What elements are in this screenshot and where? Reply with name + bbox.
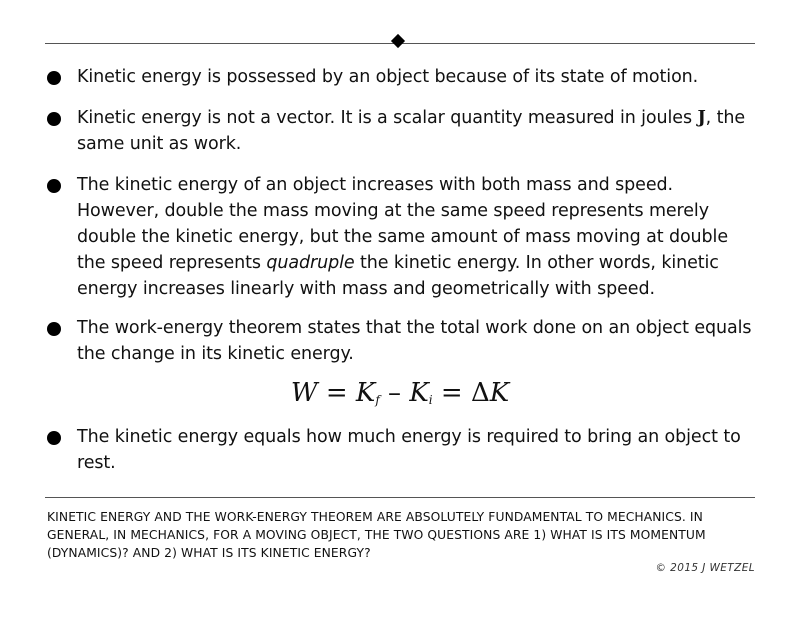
equation-k-final: K bbox=[355, 378, 376, 408]
diamond-ornament-icon bbox=[391, 34, 405, 48]
bullet-item-2 bbox=[47, 105, 759, 157]
equation-k-initial: K bbox=[409, 378, 429, 408]
bullet-text-1: Kinetic energy is possessed by an object because of its state of motion. bbox=[77, 67, 699, 87]
bullet-dot-icon bbox=[47, 71, 61, 85]
equation-k-change: K bbox=[489, 378, 510, 408]
copyright-notice: © 2015 J WETZEL bbox=[655, 562, 755, 574]
bullet-2-text-after-unit: , the same unit as work. bbox=[77, 108, 745, 154]
equation-work-symbol: W bbox=[290, 378, 318, 408]
equation-equals-2: = bbox=[432, 378, 471, 408]
bottom-divider bbox=[45, 497, 755, 498]
bullet-dot-icon bbox=[47, 179, 61, 193]
equation-minus: – bbox=[379, 378, 410, 408]
bullet-2-text-before-unit: Kinetic energy is not a vector. It is a scalar quantity measured in joules bbox=[77, 108, 698, 128]
joule-unit-symbol: J bbox=[697, 108, 706, 128]
emphasis-quadruple: quadruple bbox=[266, 253, 355, 273]
equation-initial-subscript: i bbox=[428, 393, 433, 407]
bullet-item-5 bbox=[47, 424, 759, 476]
equation-equals-1: = bbox=[317, 378, 356, 408]
bullet-3-text-after-emphasis: the kinetic energy. In other words, kinetic energy increases linearly with mass and geometrically with speed. bbox=[77, 253, 719, 299]
bullet-item-3 bbox=[47, 172, 759, 302]
bullet-text-4: The work-energy theorem states that the total work done on an object equals the change in its kinetic energy. bbox=[77, 318, 752, 364]
equation-final-subscript: f bbox=[375, 393, 380, 407]
work-energy-equation bbox=[0, 376, 800, 417]
footer-note: KINETIC ENERGY AND THE WORK-ENERGY THEOREM ARE ABSOLUTELY FUNDAMENTAL TO MECHANICS. IN GENERAL, IN MECHANICS, FOR A MOVING OBJECT, THE TWO QUESTIONS ARE 1) WHAT IS ITS MOMENTUM (DYNAMICS)? AND 2) WHAT IS ITS KINETIC ENERGY? bbox=[47, 510, 706, 560]
bullet-item-1 bbox=[47, 64, 759, 90]
bullet-text-5: The kinetic energy equals how much energy is required to bring an object to rest. bbox=[77, 427, 741, 473]
bullet-dot-icon bbox=[47, 112, 61, 126]
bullet-3-text-before-emphasis: The kinetic energy of an object increases with both mass and speed. However, double the mass moving at the same speed represents merely double the kinetic energy, but the same amount of mass moving at double the speed represents bbox=[77, 175, 728, 273]
equation-delta-symbol: Δ bbox=[470, 378, 490, 408]
bullet-item-4 bbox=[47, 315, 759, 367]
bullet-text-2 bbox=[77, 105, 759, 157]
bullet-text-3 bbox=[77, 172, 759, 302]
bullet-dot-icon bbox=[47, 322, 61, 336]
bullet-dot-icon bbox=[47, 431, 61, 445]
